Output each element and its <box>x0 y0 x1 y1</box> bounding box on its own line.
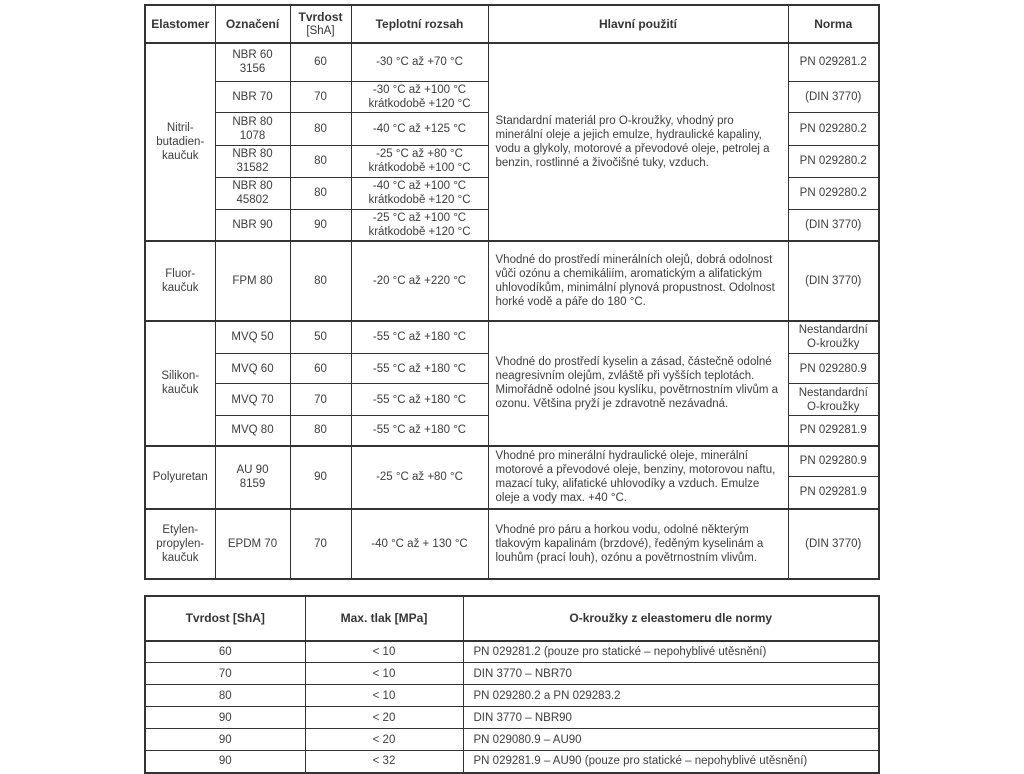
cell-tvrdost: 60 <box>290 43 351 81</box>
cell-elastomer: Fluor-kaučuk <box>145 241 215 321</box>
cell-tlak: < 32 <box>305 751 463 773</box>
cell-rozsah: -55 °C až +180 °C <box>351 321 488 354</box>
cell-tlak: < 20 <box>305 707 463 729</box>
table-header-row <box>145 596 879 641</box>
cell-tvrdost: 80 <box>145 685 305 707</box>
header-norma: Norma <box>788 5 879 43</box>
cell-tvrdost: 80 <box>290 112 351 145</box>
cell-rozsah: -30 °C až +70 °C <box>351 43 488 81</box>
cell-norma: PN 029280.2 <box>788 145 879 177</box>
cell-norma: PN 029281.9 – AU90 (pouze pro statické – nepohyblivé utěsnění) <box>463 751 879 773</box>
cell-norma: PN 029280.2 a PN 029283.2 <box>463 685 879 707</box>
cell-elastomer: Etylen-propylen-kaučuk <box>145 509 215 579</box>
cell-rozsah: -55 °C až +180 °C <box>351 384 488 416</box>
header-oring-norma: O-kroužky z eleastomeru dle normy <box>463 596 879 641</box>
cell-tvrdost: 60 <box>145 641 305 663</box>
cell-oznaceni: MVQ 80 <box>215 416 290 446</box>
cell-tvrdost: 70 <box>290 81 351 112</box>
cell-norma: PN 029280.9 <box>788 354 879 384</box>
header-elastomer: Elastomer <box>145 5 215 43</box>
cell-rozsah: -20 °C až +220 °C <box>351 241 488 321</box>
cell-rozsah: -55 °C až +180 °C <box>351 354 488 384</box>
cell-rozsah: -25 °C až +80 °C krátkodobě +100 °C <box>351 145 488 177</box>
cell-tvrdost: 70 <box>290 509 351 579</box>
cell-tvrdost: 80 <box>290 416 351 446</box>
header-tvrdost <box>290 5 351 43</box>
header-oznaceni: Označení <box>215 5 290 43</box>
cell-oznaceni: NBR 90 <box>215 209 290 241</box>
cell-tvrdost: 70 <box>145 663 305 685</box>
cell-oznaceni: MVQ 60 <box>215 354 290 384</box>
cell-elastomer: Silikon-kaučuk <box>145 321 215 446</box>
cell-norma: PN 029280.2 <box>788 177 879 209</box>
cell-tvrdost: 80 <box>290 177 351 209</box>
cell-tlak: < 20 <box>305 729 463 751</box>
table-row <box>145 685 879 707</box>
cell-tvrdost: 90 <box>290 209 351 241</box>
cell-pouziti: Vhodné pro minerální hydraulické oleje, minerální motorové a převodové oleje, benziny, motorovou naftu, mazací tuky, alifatické uhlovodíky a vzduch. Emulze oleje a vody max. +40 °C. <box>488 446 788 509</box>
cell-pouziti: Vhodné do prostředí kyselin a zásad, částečně odolné neagresivním olejům, zvláště při vyšších teplotách. Mimořádně odolné jsou kyslíku, povětrnostním vlivům a ozonu. Většina pryží je zdravotně nezávadná. <box>488 321 788 446</box>
cell-tlak: < 10 <box>305 641 463 663</box>
cell-pouziti: Standardní materiál pro O-kroužky, vhodný pro minerální oleje a jejich emulze, hydraulické kapaliny, vodu a glykoly, motorové a převodové oleje, petrolej a benzin, rostlinné a živočišné tuky, vzduch. <box>488 43 788 241</box>
table-row <box>145 321 879 354</box>
cell-norma: PN 029280.9 <box>788 446 879 477</box>
cell-tvrdost: 90 <box>145 729 305 751</box>
table-header-row <box>145 5 879 43</box>
cell-oznaceni: MVQ 70 <box>215 384 290 416</box>
cell-tvrdost: 90 <box>290 446 351 509</box>
cell-rozsah: -25 °C až +100 °C krátkodobě +120 °C <box>351 209 488 241</box>
header-tvrdost-unit: [ShA] <box>306 25 335 38</box>
cell-oznaceni: NBR 80 1078 <box>215 112 290 145</box>
cell-oznaceni: NBR 60 3156 <box>215 43 290 81</box>
header-max-tlak: Max. tlak [MPa] <box>305 596 463 641</box>
cell-tvrdost: 60 <box>290 354 351 384</box>
header-rozsah: Teplotní rozsah <box>351 5 488 43</box>
cell-norma: PN 029281.9 <box>788 416 879 446</box>
cell-pouziti: Vhodné do prostředí minerálních olejů, dobrá odolnost vůči ozónu a chemikáliím, aromatickým a alifatickým uhlovodíkům, minimální plynová propustnost. Odolnost horké vodě a páře do 180 °C. <box>488 241 788 321</box>
cell-tvrdost: 50 <box>290 321 351 354</box>
cell-norma: DIN 3770 – NBR70 <box>463 663 879 685</box>
cell-norma: (DIN 3770) <box>788 509 879 579</box>
cell-norma: (DIN 3770) <box>788 209 879 241</box>
cell-norma: PN 029281.9 <box>788 477 879 509</box>
cell-tvrdost: 80 <box>290 241 351 321</box>
cell-elastomer: Nitril-butadien-kaučuk <box>145 43 215 241</box>
header-tvrdost: Tvrdost [ShA] <box>145 596 305 641</box>
header-tvrdost-label: Tvrdost <box>298 9 343 24</box>
cell-elastomer: Polyuretan <box>145 446 215 509</box>
cell-oznaceni: NBR 80 31582 <box>215 145 290 177</box>
cell-norma: PN 029281.2 (pouze pro statické – nepohyblivé utěsnění) <box>463 641 879 663</box>
cell-oznaceni: NBR 70 <box>215 81 290 112</box>
cell-tvrdost: 80 <box>290 145 351 177</box>
cell-rozsah: -25 °C až +80 °C <box>351 446 488 509</box>
cell-oznaceni: EPDM 70 <box>215 509 290 579</box>
cell-oznaceni: MVQ 50 <box>215 321 290 354</box>
cell-norma: PN 029281.2 <box>788 43 879 81</box>
table-row <box>145 663 879 685</box>
cell-pouziti: Vhodné pro páru a horkou vodu, odolné některým tlakovým kapalinám (brzdové), ředěným kyselinám a louhům (prací louh), ozónu a povětrnostním vlivům. <box>488 509 788 579</box>
cell-oznaceni: FPM 80 <box>215 241 290 321</box>
table-row <box>145 446 879 477</box>
cell-norma: PN 029080.9 – AU90 <box>463 729 879 751</box>
cell-tvrdost: 90 <box>145 751 305 773</box>
elastomer-table <box>144 4 880 580</box>
cell-oznaceni: AU 90 8159 <box>215 446 290 509</box>
header-pouziti: Hlavní použití <box>488 5 788 43</box>
cell-rozsah: -40 °C až +125 °C <box>351 112 488 145</box>
cell-norma: Nestandardní O-kroužky <box>788 321 879 354</box>
cell-norma: (DIN 3770) <box>788 81 879 112</box>
cell-oznaceni: NBR 80 45802 <box>215 177 290 209</box>
table-row <box>145 707 879 729</box>
cell-tvrdost: 70 <box>290 384 351 416</box>
cell-norma: DIN 3770 – NBR90 <box>463 707 879 729</box>
table-row <box>145 641 879 663</box>
cell-rozsah: -55 °C až +180 °C <box>351 416 488 446</box>
table-row <box>145 509 879 579</box>
cell-tlak: < 10 <box>305 663 463 685</box>
cell-tvrdost: 90 <box>145 707 305 729</box>
table-row <box>145 729 879 751</box>
cell-norma: Nestandardní O-kroužky <box>788 384 879 416</box>
oring-norms-table <box>144 595 880 774</box>
cell-norma: (DIN 3770) <box>788 241 879 321</box>
table-row <box>145 43 879 81</box>
table-row <box>145 751 879 773</box>
table-row <box>145 241 879 321</box>
cell-tlak: < 10 <box>305 685 463 707</box>
cell-rozsah: -40 °C až + 130 °C <box>351 509 488 579</box>
cell-rozsah: -30 °C až +100 °C krátkodobě +120 °C <box>351 81 488 112</box>
cell-rozsah: -40 °C až +100 °C krátkodobě +120 °C <box>351 177 488 209</box>
cell-norma: PN 029280.2 <box>788 112 879 145</box>
